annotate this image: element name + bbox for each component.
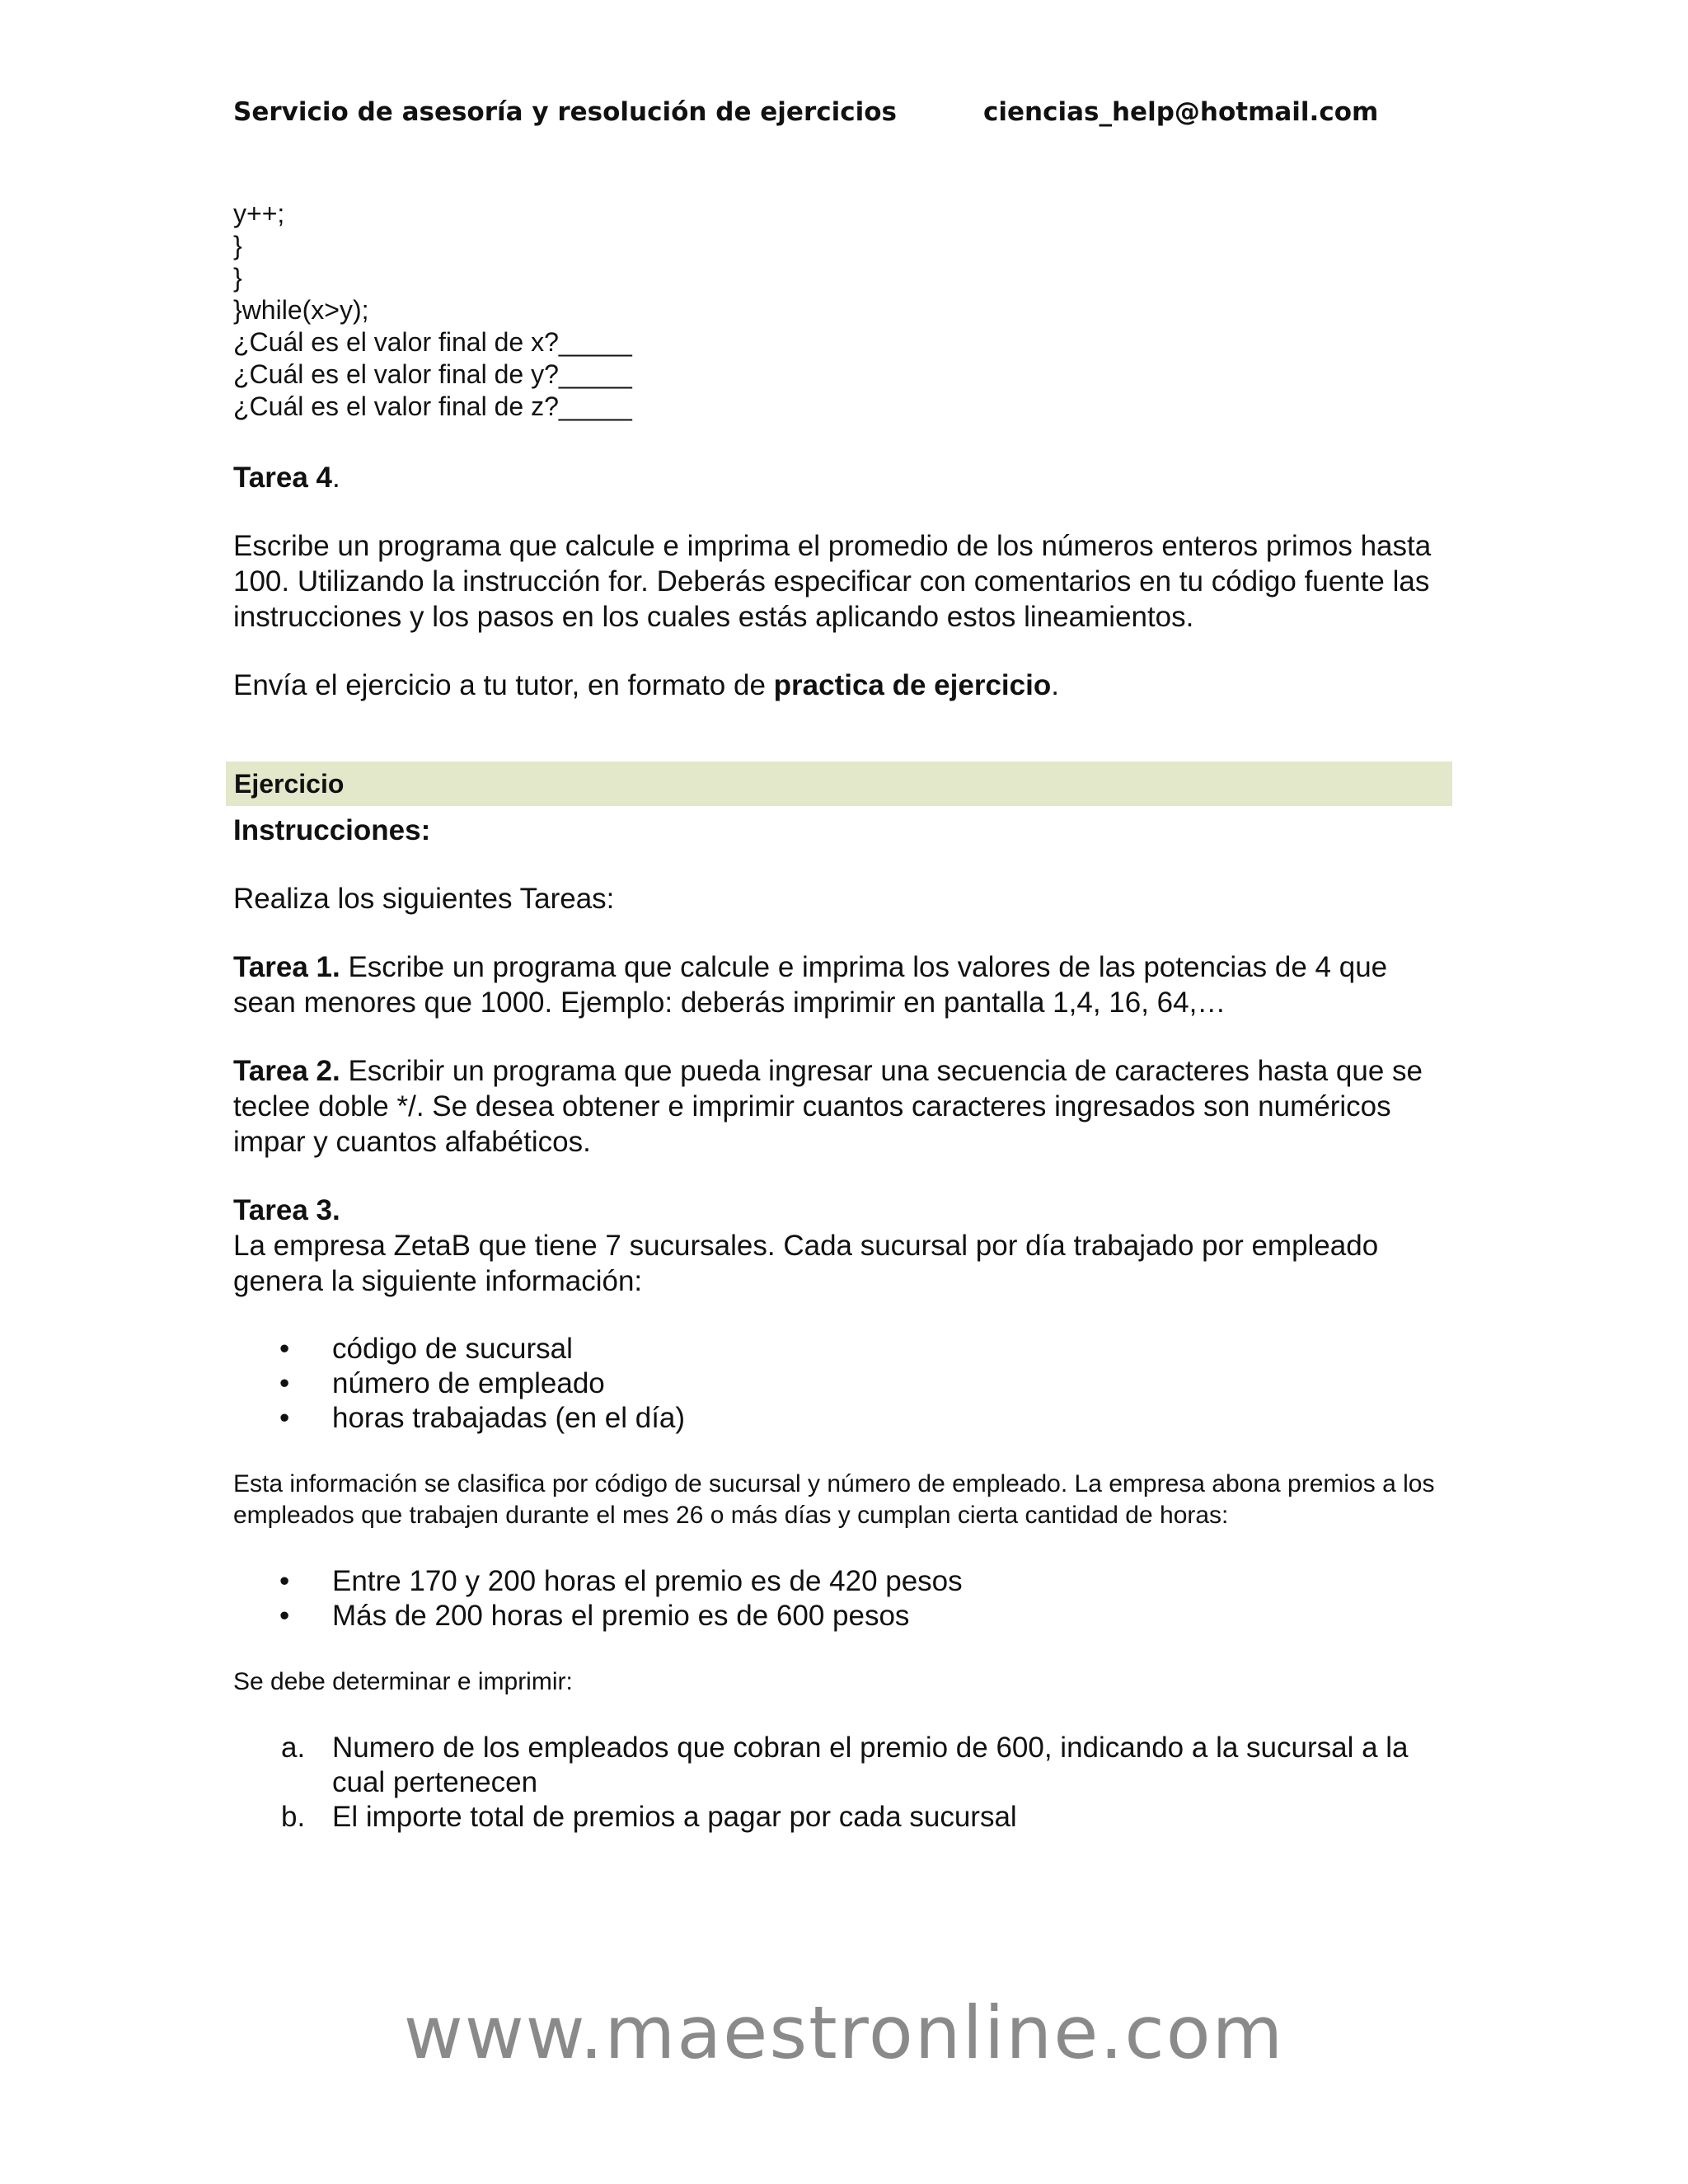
code-line: y++; <box>233 199 285 228</box>
code-line: }while(x>y); <box>233 295 369 325</box>
send-prefix: Envía el ejercicio a tu tutor, en formato de <box>233 669 774 701</box>
tarea2-label: Tarea 2. <box>233 1055 340 1087</box>
info-bullet-list <box>233 1332 1453 1436</box>
tarea4-title-suffix: . <box>332 462 340 494</box>
bullet-icon: • <box>279 1367 290 1399</box>
list-item <box>233 1800 1453 1835</box>
instrucciones-heading: Instrucciones: <box>233 814 431 846</box>
header-email: ciencias_help@hotmail.com <box>983 97 1379 127</box>
list-item <box>233 1366 1453 1401</box>
tarea4-heading <box>233 460 1453 495</box>
tarea1-paragraph <box>233 949 1453 1020</box>
determinar-text: Se debe determinar e imprimir: <box>233 1668 573 1695</box>
list-item-text: horas trabajadas (en el día) <box>332 1402 686 1434</box>
bullet-icon: • <box>279 1600 290 1632</box>
ejercicio-content <box>233 813 1453 1835</box>
list-item-text: Más de 200 horas el premio es de 600 pesos <box>332 1600 910 1632</box>
tarea1-text: Escribe un programa que calcule e imprima los valores de las potencias de 4 que sean menores que 1000. Ejemplo: deberás imprimir en pantalla 1,4, 16, 64,… <box>233 951 1388 1019</box>
determinar-list <box>233 1731 1453 1835</box>
page-header <box>233 97 1519 138</box>
list-item <box>233 1599 1453 1633</box>
tarea4-send <box>233 668 1453 703</box>
bullet-icon: • <box>279 1333 290 1365</box>
list-item <box>233 1401 1453 1436</box>
tarea4-body: Escribe un programa que calcule e imprima el promedio de los números enteros primos hasta 100. Utilizando la instrucción for. Deberás especificar con comentarios en tu código fuente las instrucciones y los pasos en los cuales estás aplicando estos lineamientos. <box>233 530 1432 633</box>
tarea1-label: Tarea 1. <box>233 951 340 983</box>
question-line: ¿Cuál es el valor final de z?_____ <box>233 391 632 421</box>
list-item <box>233 1731 1453 1800</box>
code-line: } <box>233 231 242 260</box>
tarea2-text: Escribir un programa que pueda ingresar una secuencia de caracteres hasta que se teclee doble */. Se desea obtener e imprimir cuantos caracteres ingresados son numéricos impar y cuantos alfabéticos. <box>233 1055 1423 1158</box>
send-suffix: . <box>1051 669 1059 701</box>
question-line: ¿Cuál es el valor final de x?_____ <box>233 327 632 357</box>
list-item <box>233 1564 1453 1599</box>
upper-content <box>233 198 1453 703</box>
premios-bullet-list <box>233 1564 1453 1633</box>
ejercicio-label: Ejercicio <box>234 769 345 799</box>
list-item <box>233 1332 1453 1366</box>
list-item-text: número de empleado <box>332 1367 605 1399</box>
list-marker: b. <box>281 1801 306 1833</box>
header-service-title: Servicio de asesoría y resolución de ejercicios <box>233 97 897 127</box>
list-marker: a. <box>281 1732 306 1764</box>
tarea3-intro: La empresa ZetaB que tiene 7 sucursales. Cada sucursal por día trabajado por empleado genera la siguiente información: <box>233 1230 1379 1297</box>
code-line: } <box>233 263 242 293</box>
realiza-text: Realiza los siguientes Tareas: <box>233 883 615 915</box>
list-item-text: Numero de los empleados que cobran el premio de 600, indicando a la sucursal a la cual pertenecen <box>332 1732 1409 1798</box>
bullet-icon: • <box>279 1565 290 1597</box>
list-item-text: Entre 170 y 200 horas el premio es de 420 pesos <box>332 1565 963 1597</box>
send-bold: practica de ejercicio <box>773 669 1052 701</box>
list-item-text: El importe total de premios a pagar por cada sucursal <box>332 1801 1017 1833</box>
bullet-icon: • <box>279 1402 290 1434</box>
tarea4-title: Tarea 4 <box>233 462 332 494</box>
question-line: ¿Cuál es el valor final de y?_____ <box>233 359 632 389</box>
tarea2-paragraph <box>233 1053 1453 1160</box>
tarea3-label: Tarea 3. <box>233 1194 340 1226</box>
ejercicio-section-bar <box>226 762 1452 806</box>
list-item-text: código de sucursal <box>332 1333 573 1365</box>
footer-watermark: www.maestronline.com <box>403 1990 1285 2075</box>
tarea3-info: Esta información se clasifica por código de sucursal y número de empleado. La empresa abona premios a los empleados que trabajen durante el mes 26 o más días y cumplan cierta cantidad de horas: <box>233 1470 1435 1529</box>
